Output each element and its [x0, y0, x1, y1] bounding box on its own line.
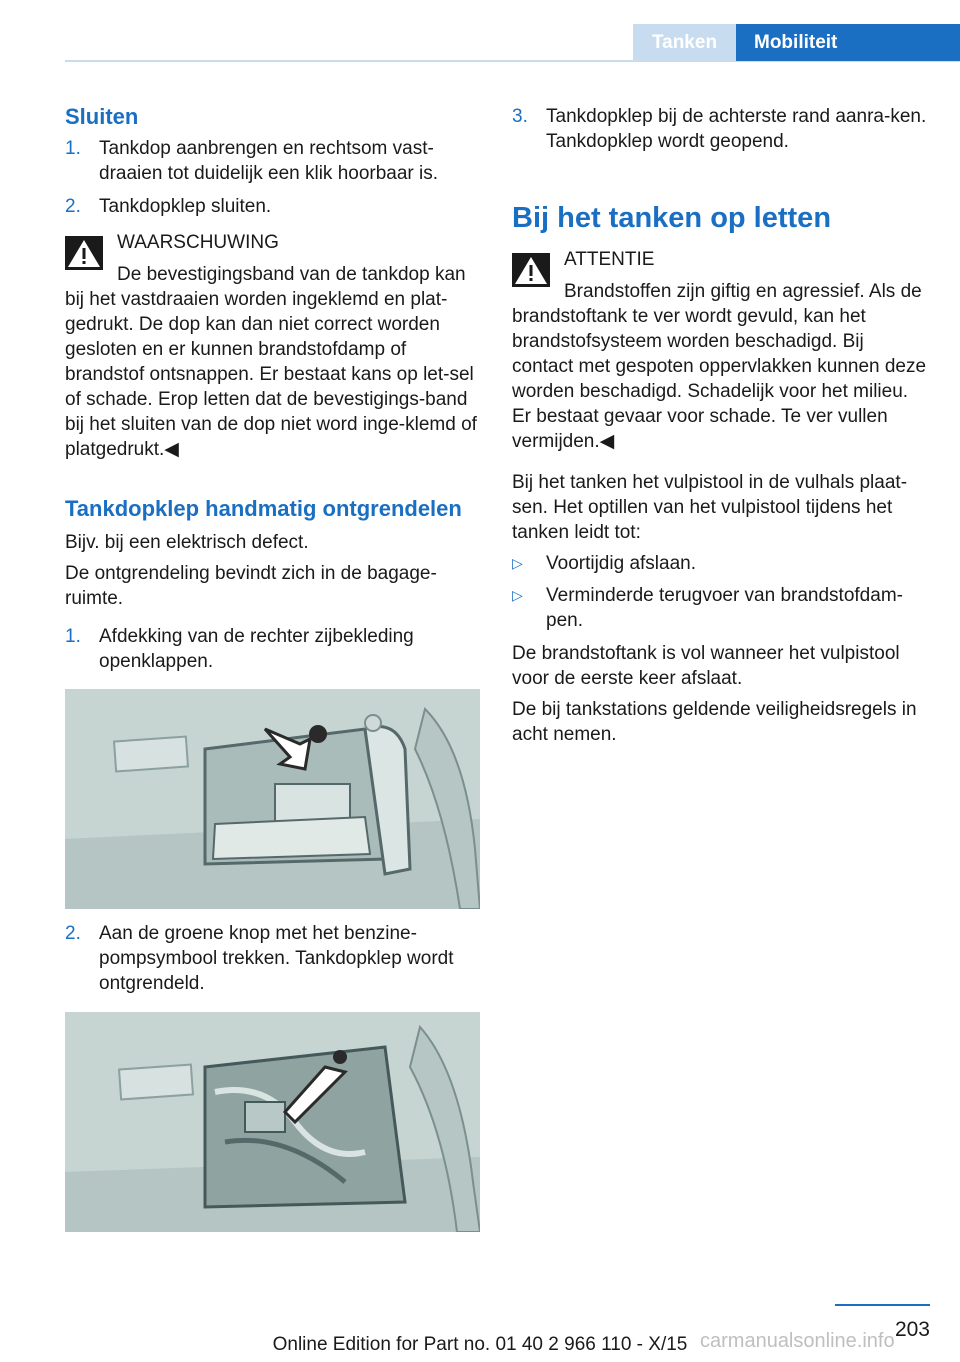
attention-title: ATTENTIE — [564, 249, 655, 270]
bullet-triangle-icon: ▷ — [512, 555, 523, 571]
footer-text: Online Edition for Part no. 01 40 2 966 110 - X/15 — [272, 1334, 688, 1355]
step-text: Afdekking van de rechter zijbekleding openklappen. — [99, 626, 414, 672]
list-item — [512, 551, 930, 577]
list-item — [65, 194, 480, 220]
list-item — [512, 583, 930, 635]
list-item — [65, 921, 485, 999]
step-text: Tankdopklep sluiten. — [99, 196, 272, 217]
step-number: 2. — [65, 923, 81, 944]
watermark: carmanualsonline.info — [700, 1330, 895, 1352]
step-number: 3. — [512, 106, 528, 127]
paragraph: De brandstoftank is vol wanneer het vulpistool voor de eerste keer afslaat. — [512, 643, 900, 689]
step-text: Tankdopklep bij de achterste rand aanra-ken. Tankdopklep wordt geopend. — [546, 106, 927, 152]
heading-tanken: Bij het tanken op letten — [512, 202, 832, 234]
tab-mobiliteit[interactable] — [736, 24, 960, 61]
warning-body: De bevestigingsband van de tankdop kan bij het vastdraaien worden ingeklemd en plat-gedrukt. De dop kan dan niet correct worden gesloten en er kunnen brandstofdamp of brandstof ontsnappen. Er bestaat kans op let-sel of schade. Erop letten dat de bevestigings-band bij het sluiten van de dop niet word inge-klemd of platgedrukt.◀ — [65, 264, 477, 460]
page-number-rule — [835, 1304, 930, 1306]
bullet-text: Voortijdig afslaan. — [546, 553, 696, 574]
bullet-triangle-icon: ▷ — [512, 587, 523, 603]
paragraph: De bij tankstations geldende veiligheidsregels in acht nemen. — [512, 699, 917, 745]
tab-tanken-label: Tanken — [651, 32, 718, 53]
paragraph: Bij het tanken het vulpistool in de vulhals plaat-sen. Het optillen van het vulpistool tijdens het tanken leidt tot: — [512, 472, 908, 543]
list-item — [65, 136, 480, 188]
paragraph: De ontgrendeling bevindt zich in de bagage-ruimte. — [65, 563, 437, 609]
list-item — [512, 104, 930, 156]
list-item — [65, 624, 480, 676]
heading-sluiten: Sluiten — [65, 104, 139, 129]
tab-mobiliteit-label: Mobiliteit — [754, 32, 838, 53]
step-text: Aan de groene knop met het benzine-pompsymbool trekken. Tankdopklep wordt ontgrendeld. — [99, 923, 454, 994]
heading-manual-unlock: Tankdopklep handmatig ontgrendelen — [65, 496, 462, 521]
page-number: 203 — [894, 1318, 930, 1341]
paragraph: Bijv. bij een elektrisch defect. — [65, 532, 309, 553]
figure-side-cover — [65, 689, 480, 909]
tab-tanken[interactable] — [633, 24, 736, 61]
warning-title: WAARSCHUWING — [117, 232, 279, 253]
step-number: 1. — [65, 626, 81, 647]
step-number: 2. — [65, 196, 81, 217]
bullet-text: Verminderde terugvoer van brandstofdam-pen. — [546, 585, 903, 631]
figure-green-button — [65, 1012, 480, 1232]
step-text: Tankdop aanbrengen en rechtsom vast-draaien tot duidelijk een klik hoorbaar is. — [99, 138, 439, 184]
attention-body: Brandstoffen zijn giftig en agressief. Als de brandstoftank te ver wordt gevuld, kan het brandstofsysteem worden beschadigd. Bij contact met gespoten oppervlakken kunnen deze worden beschadigd. Schadelijk voor het milieu. Er bestaat gevaar voor schade. Te ver vullen vermijden.◀ — [512, 281, 927, 452]
step-number: 1. — [65, 138, 81, 159]
